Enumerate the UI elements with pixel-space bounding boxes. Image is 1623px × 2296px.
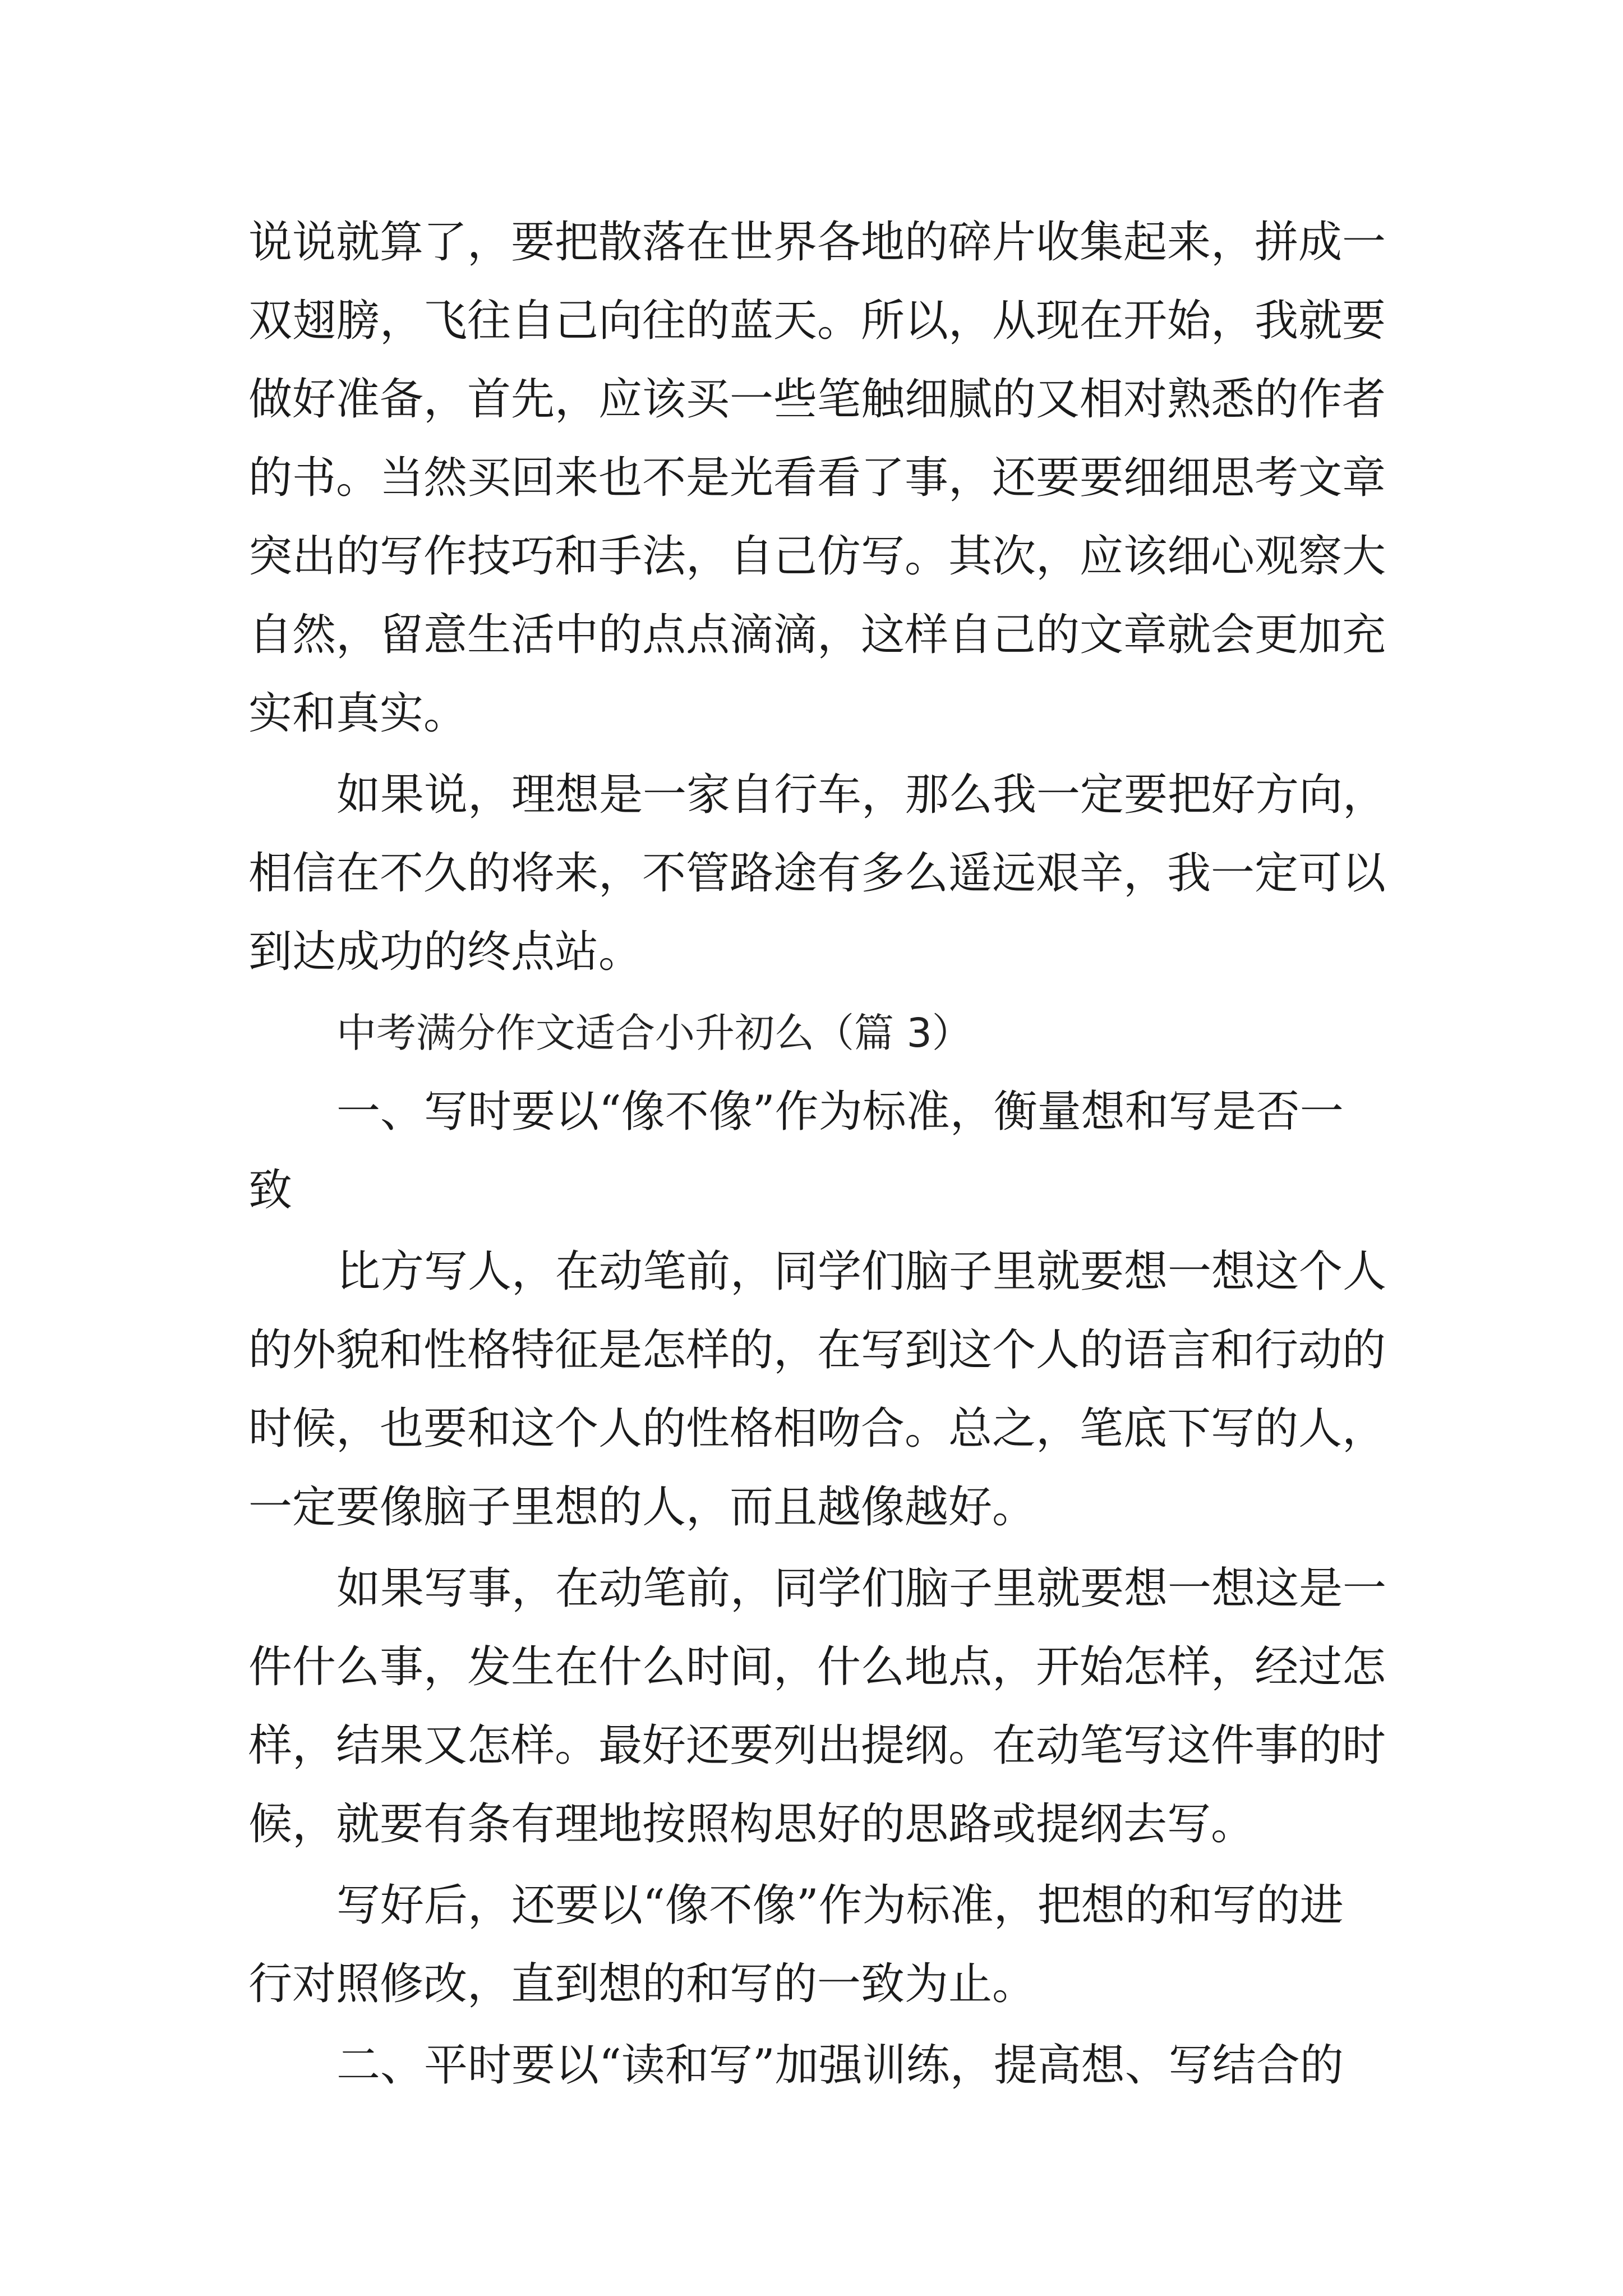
text-line: 到达成功的终点站。 <box>248 927 643 977</box>
text-line: 行对照修改，直到想的和写的一致为止。 <box>248 1959 1036 2009</box>
text-line: 时候，也要和这个人的性格相吻合。总之，笔底下写的人， <box>248 1404 1386 1454</box>
text-line: 双翅膀，飞往自己向往的蓝天。所以，从现在开始，我就要 <box>248 296 1386 346</box>
text-line: 候，就要有条有理地按照构思好的思路或提纲去写。 <box>248 1799 1255 1849</box>
text-line: 致 <box>248 1165 293 1216</box>
text-line: 突出的写作技巧和手法，自己仿写。其次，应该细心观察大 <box>248 531 1386 582</box>
text-line: 一定要像脑子里想的人，而且越像越好。 <box>248 1482 1036 1533</box>
text-line: 自然，留意生活中的点点滴滴，这样自己的文章就会更加充 <box>248 610 1386 660</box>
text-line: 一、写时要以“像不像”作为标准，衡量想和写是否一 <box>336 1087 1344 1137</box>
section-heading: 中考满分作文适合小升初么（篇 3） <box>336 1010 972 1056</box>
text-line: 相信在不久的将来，不管路途有多么遥远艰辛，我一定可以 <box>248 848 1386 899</box>
text-line: 实和真实。 <box>248 688 468 739</box>
text-line: 的外貌和性格特征是怎样的，在写到这个人的语言和行动的 <box>248 1325 1386 1375</box>
text-line: 的书。当然买回来也不是光看看了事，还要要细细思考文章 <box>248 453 1386 503</box>
text-line: 件什么事，发生在什么时间，什么地点，开始怎样，经过怎 <box>248 1642 1386 1692</box>
text-line: 写好后，还要以“像不像”作为标准，把想的和写的进 <box>336 1880 1344 1931</box>
text-line: 说说就算了，要把散落在世界各地的碎片收集起来，拼成一 <box>248 217 1386 268</box>
text-line: 做好准备，首先，应该买一些笔触细腻的又相对熟悉的作者 <box>248 374 1386 425</box>
text-line: 二、平时要以“读和写”加强训练，提高想、写结合的 <box>336 2040 1344 2091</box>
text-line: 如果写事，在动笔前，同学们脑子里就要想一想这是一 <box>336 1563 1387 1614</box>
text-line: 如果说，理想是一家自行车，那么我一定要把好方向， <box>336 770 1387 820</box>
text-line: 样，结果又怎样。最好还要列出提纲。在动笔写这件事的时 <box>248 1720 1386 1771</box>
text-line: 比方写人，在动笔前，同学们脑子里就要想一想这个人 <box>336 1246 1387 1297</box>
